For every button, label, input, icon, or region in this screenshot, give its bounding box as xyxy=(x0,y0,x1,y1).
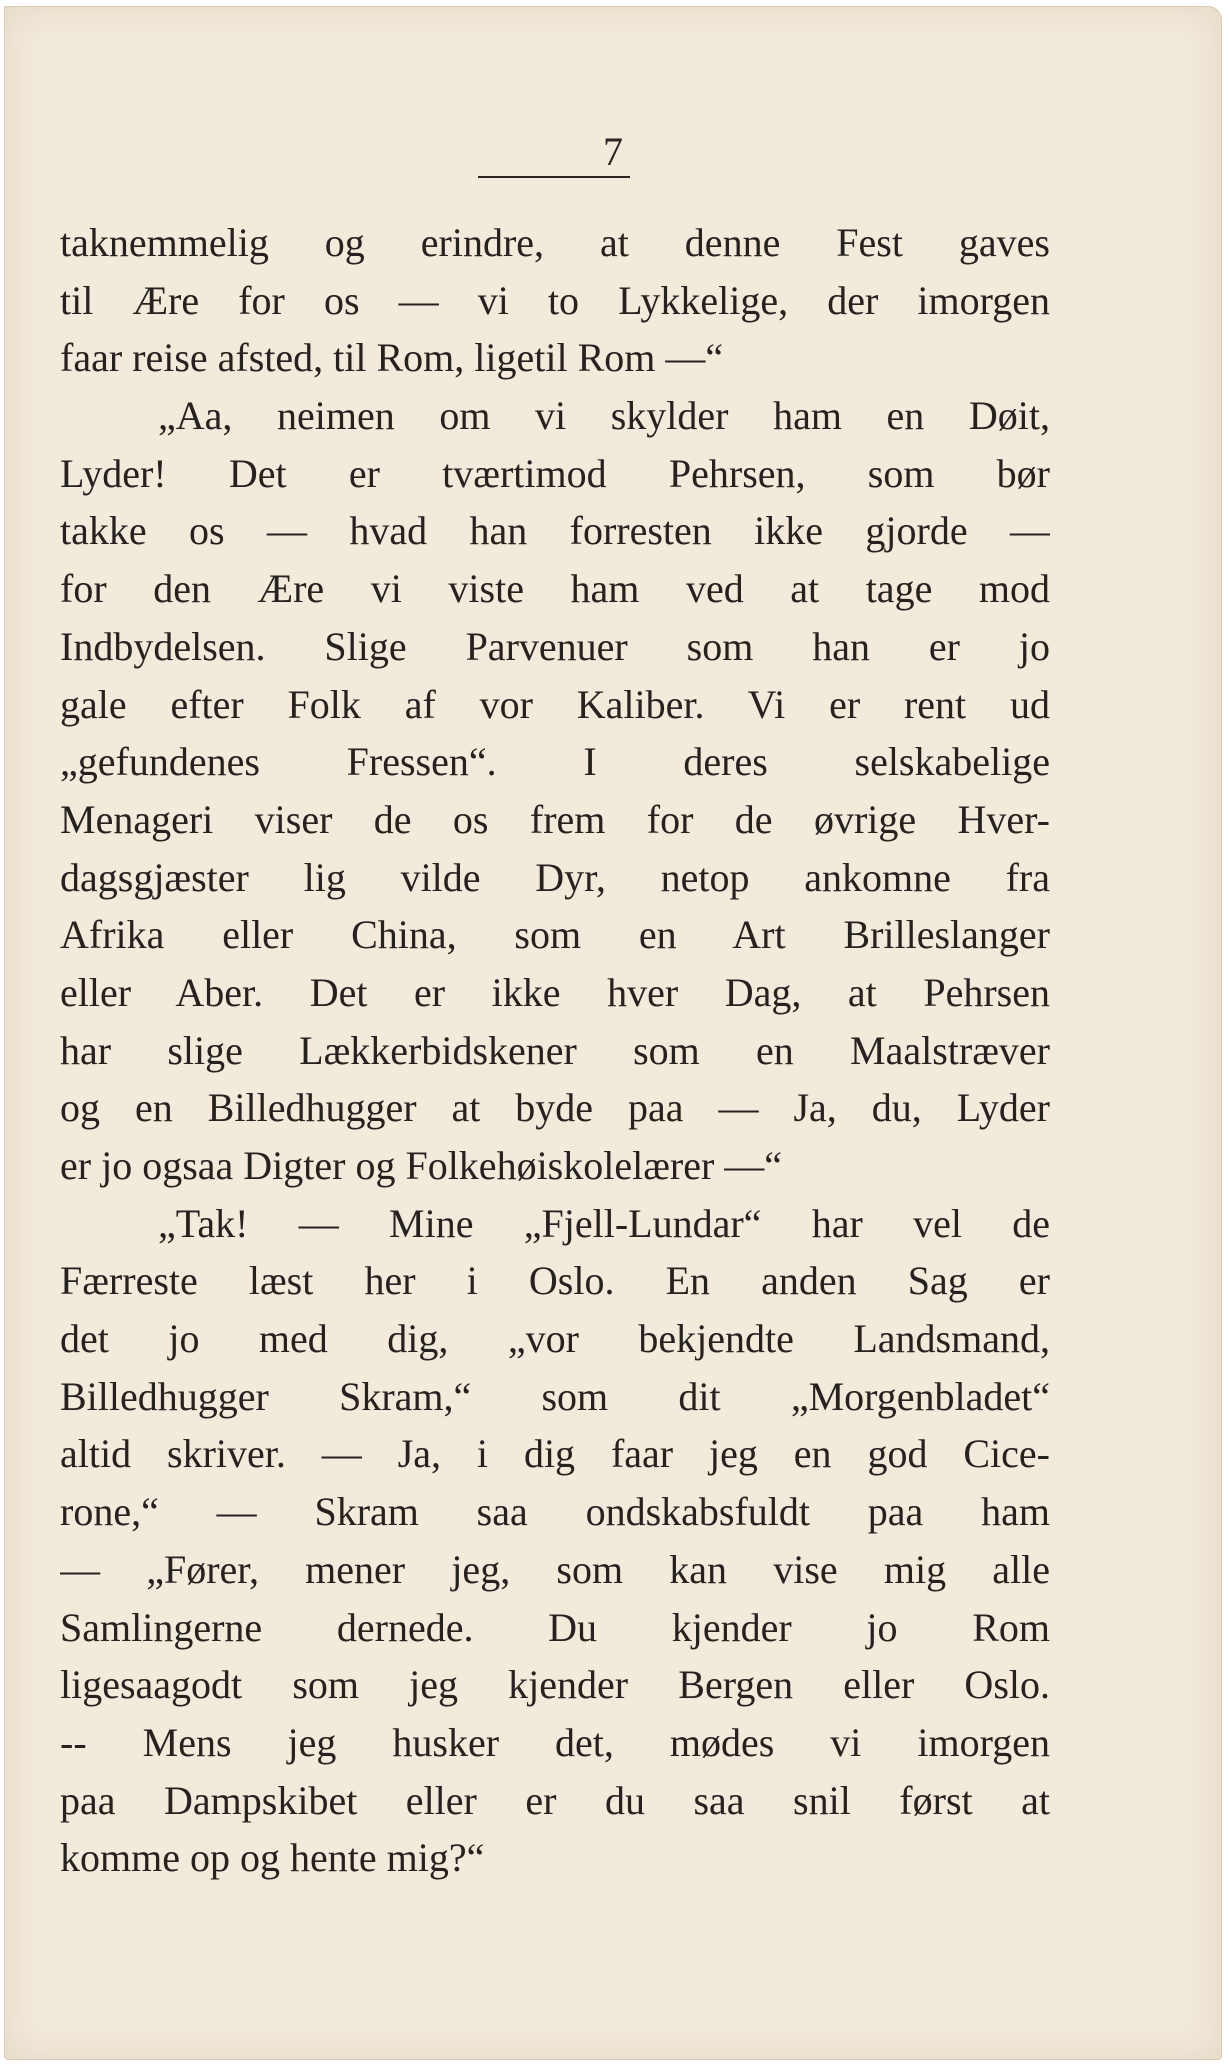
text-line: komme op og hente mig?“ xyxy=(60,1835,485,1881)
text-body xyxy=(60,214,1050,1887)
text-line: Indbydelsen. Slige Parvenuer som han er jo xyxy=(60,623,1050,669)
text-line: og en Billedhugger at byde paa — Ja, du, Lyder xyxy=(60,1085,1050,1131)
text-line: ligesaagodt som jeg kjender Bergen eller Oslo. xyxy=(60,1662,1050,1708)
text-line: det jo med dig, „vor bekjendte Landsmand, xyxy=(60,1316,1050,1362)
text-line: faar reise afsted, til Rom, ligetil Rom —“ xyxy=(60,335,724,381)
text-line: Samlingerne dernede. Du kjender jo Rom xyxy=(60,1604,1050,1650)
text-line: Menageri viser de os frem for de øvrige Hver- xyxy=(60,796,1050,842)
text-line: for den Ære vi viste ham ved at tage mod xyxy=(60,566,1050,612)
text-line: Afrika eller China, som en Art Brilleslanger xyxy=(60,912,1050,958)
text-line: paa Dampskibet eller er du saa snil først at xyxy=(60,1777,1050,1823)
text-line: eller Aber. Det er ikke hver Dag, at Pehrsen xyxy=(60,969,1050,1015)
text-line: Færreste læst her i Oslo. En anden Sag er xyxy=(60,1258,1050,1304)
text-line: „Aa, neimen om vi skylder ham en Døit, xyxy=(158,393,1050,439)
text-line: dagsgjæster lig vilde Dyr, netop ankomne fra xyxy=(60,854,1050,900)
text-line: Lyder! Det er tværtimod Pehrsen, som bør xyxy=(60,450,1050,496)
page-number-rule xyxy=(478,176,630,178)
text-line: har slige Lækkerbidskener som en Maalstræver xyxy=(60,1027,1050,1073)
text-line: taknemmelig og erindre, at denne Fest gaves xyxy=(60,220,1050,265)
text-line: altid skriver. — Ja, i dig faar jeg en god Cice- xyxy=(60,1431,1050,1477)
text-line: gale efter Folk af vor Kaliber. Vi er rent ud xyxy=(60,681,1050,727)
text-line: -- Mens jeg husker det, mødes vi imorgen xyxy=(60,1719,1050,1765)
text-line: „gefundenes Fressen“. I deres selskabelige xyxy=(60,739,1050,785)
text-line: Billedhugger Skram,“ som dit „Morgenbladet“ xyxy=(60,1373,1050,1419)
book-page xyxy=(4,6,1222,2060)
text-line: „Tak! — Mine „Fjell-Lundar“ har vel de xyxy=(158,1200,1050,1246)
text-line: takke os — hvad han forresten ikke gjorde — xyxy=(60,508,1050,554)
text-line: til Ære for os — vi to Lykkelige, der imorgen xyxy=(60,277,1050,323)
page-number: 7 xyxy=(603,129,623,174)
text-line: er jo ogsaa Digter og Folkehøiskolelærer —“ xyxy=(60,1143,783,1188)
text-line: — „Fører, mener jeg, som kan vise mig alle xyxy=(60,1546,1050,1592)
text-line: rone,“ — Skram saa ondskabsfuldt paa ham xyxy=(60,1489,1050,1535)
